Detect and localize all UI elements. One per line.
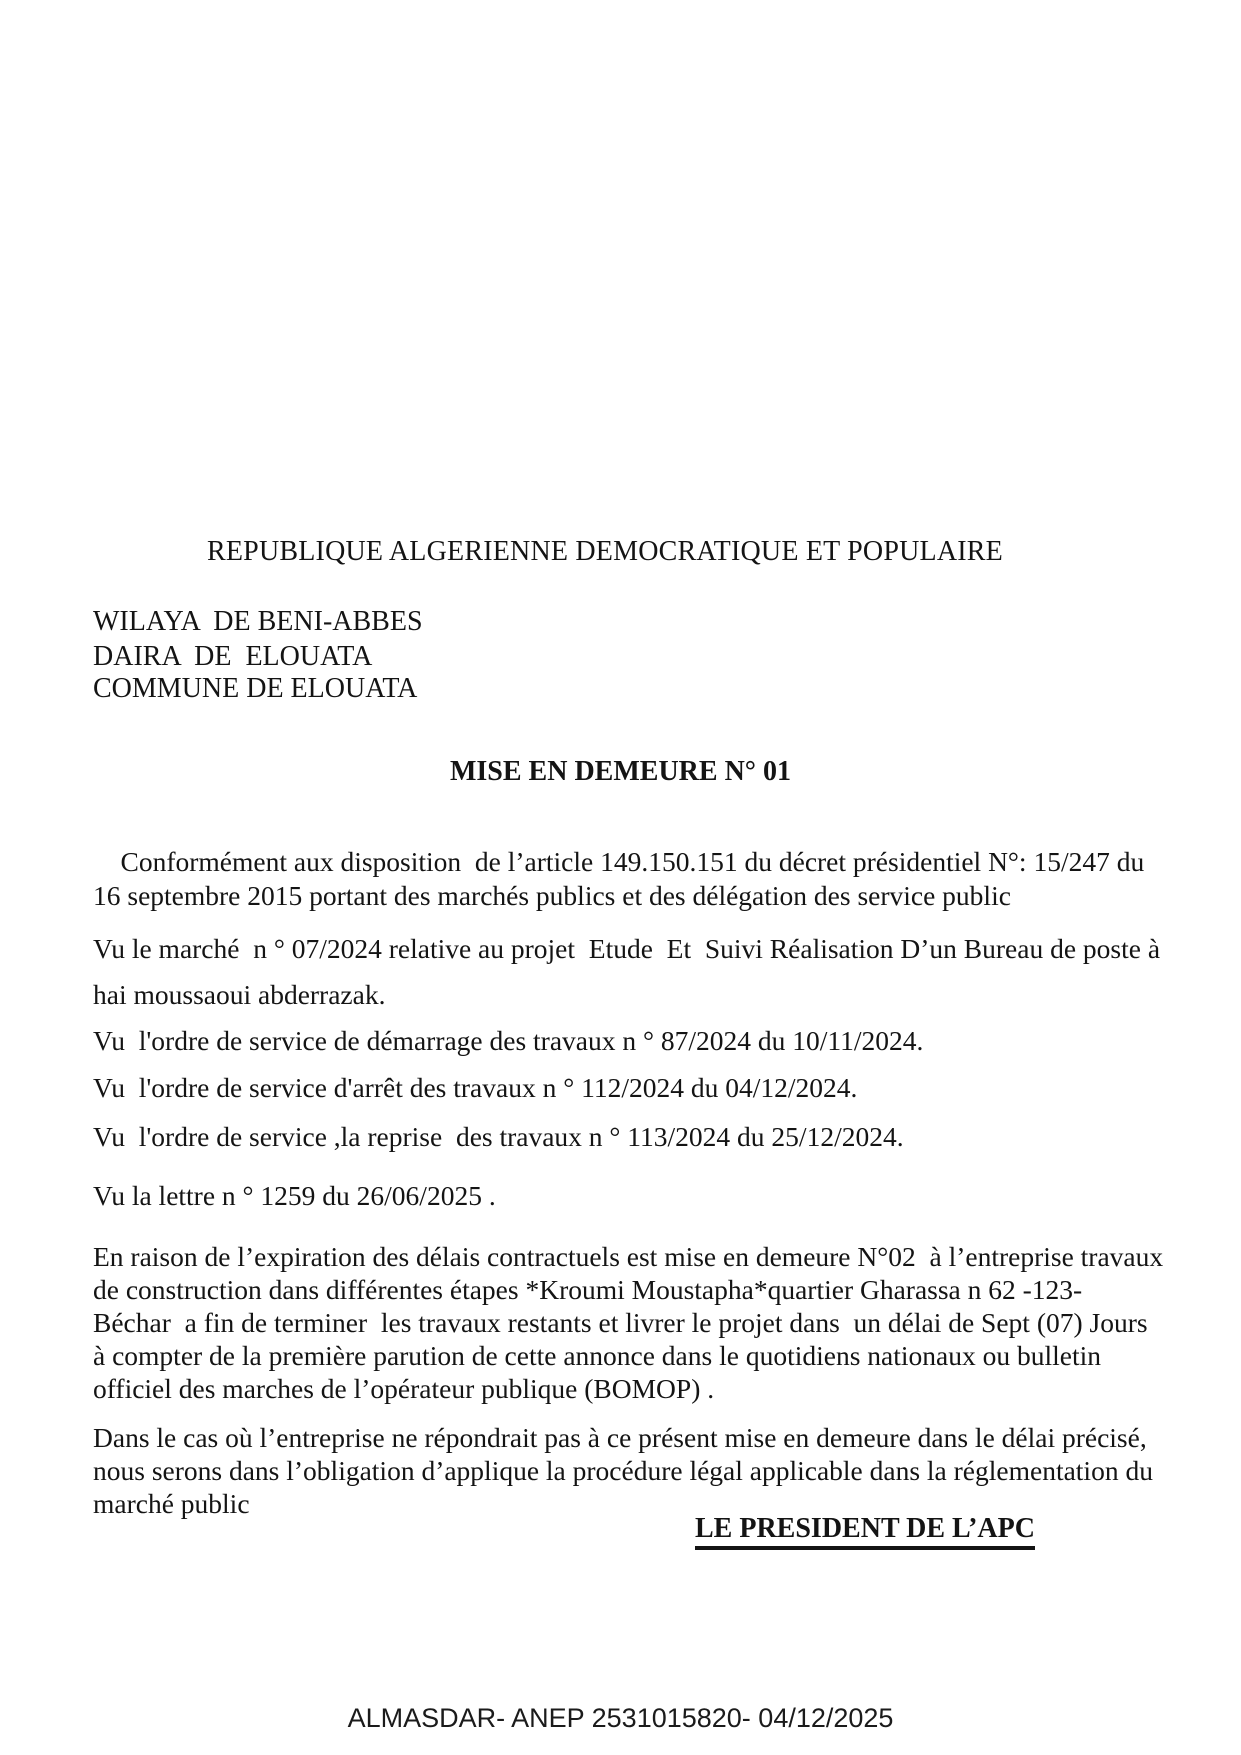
signature-title-text: LE PRESIDENT DE L’APC [695,1513,1035,1550]
reference-ordre-reprise: Vu l'ordre de service ,la reprise des travaux n ° 113/2024 du 25/12/2024. [93,1120,904,1152]
wilaya-line: WILAYA DE BENI-ABBES [93,606,423,637]
document-title: MISE EN DEMEURE N° 01 [449,756,791,787]
intro-paragraph: Conformément aux disposition de l’article 149.150.151 du décret présidentiel N°: 15/247 du 16 septembre 2015 portant des marchés publics et des délégation des service public [93,845,1152,911]
marche-reference-paragraph: Vu le marché n ° 07/2024 relative au projet Etude Et Suivi Réalisation D’un Bureau de poste à hai moussaoui abderrazak. [93,932,1167,1010]
reference-ordre-arret: Vu l'ordre de service d'arrêt des travaux n ° 112/2024 du 04/12/2024. [93,1071,858,1103]
notice-paragraph: En raison de l’expiration des délais contractuels est mise en demeure N°02 à l’entreprise travaux de construction dans différentes étapes *Kroumi Moustapha*quartier Gharassa n 62 -123- Béchar a fin de terminer les travaux restants et livrer le projet dans un délai de Sept (07) Jours à compter de la première parution de cette annonce dans le quotidiens nationaux ou bulletin officiel des marches de l’opérateur publique (BOMOP) . [93,1240,1170,1404]
daira-line: DAIRA DE ELOUATA [93,641,373,672]
signature-title [695,1513,1035,1550]
reference-lettre: Vu la lettre n ° 1259 du 26/06/2025 . [93,1179,496,1211]
commune-line: COMMUNE DE ELOUATA [93,673,418,704]
warning-paragraph: Dans le cas où l’entreprise ne répondrait pas à ce présent mise en demeure dans le délai précisé, nous serons dans l’obligation d’applique la procédure légal applicable dans la réglementation du marché public [93,1421,1160,1519]
reference-ordre-demarrage: Vu l'ordre de service de démarrage des travaux n ° 87/2024 du 10/11/2024. [93,1024,924,1056]
republic-heading: REPUBLIQUE ALGERIENNE DEMOCRATIQUE ET POPULAIRE [207,536,1003,567]
footer-publication-line: ALMASDAR- ANEP 2531015820- 04/12/2025 [347,1703,894,1733]
